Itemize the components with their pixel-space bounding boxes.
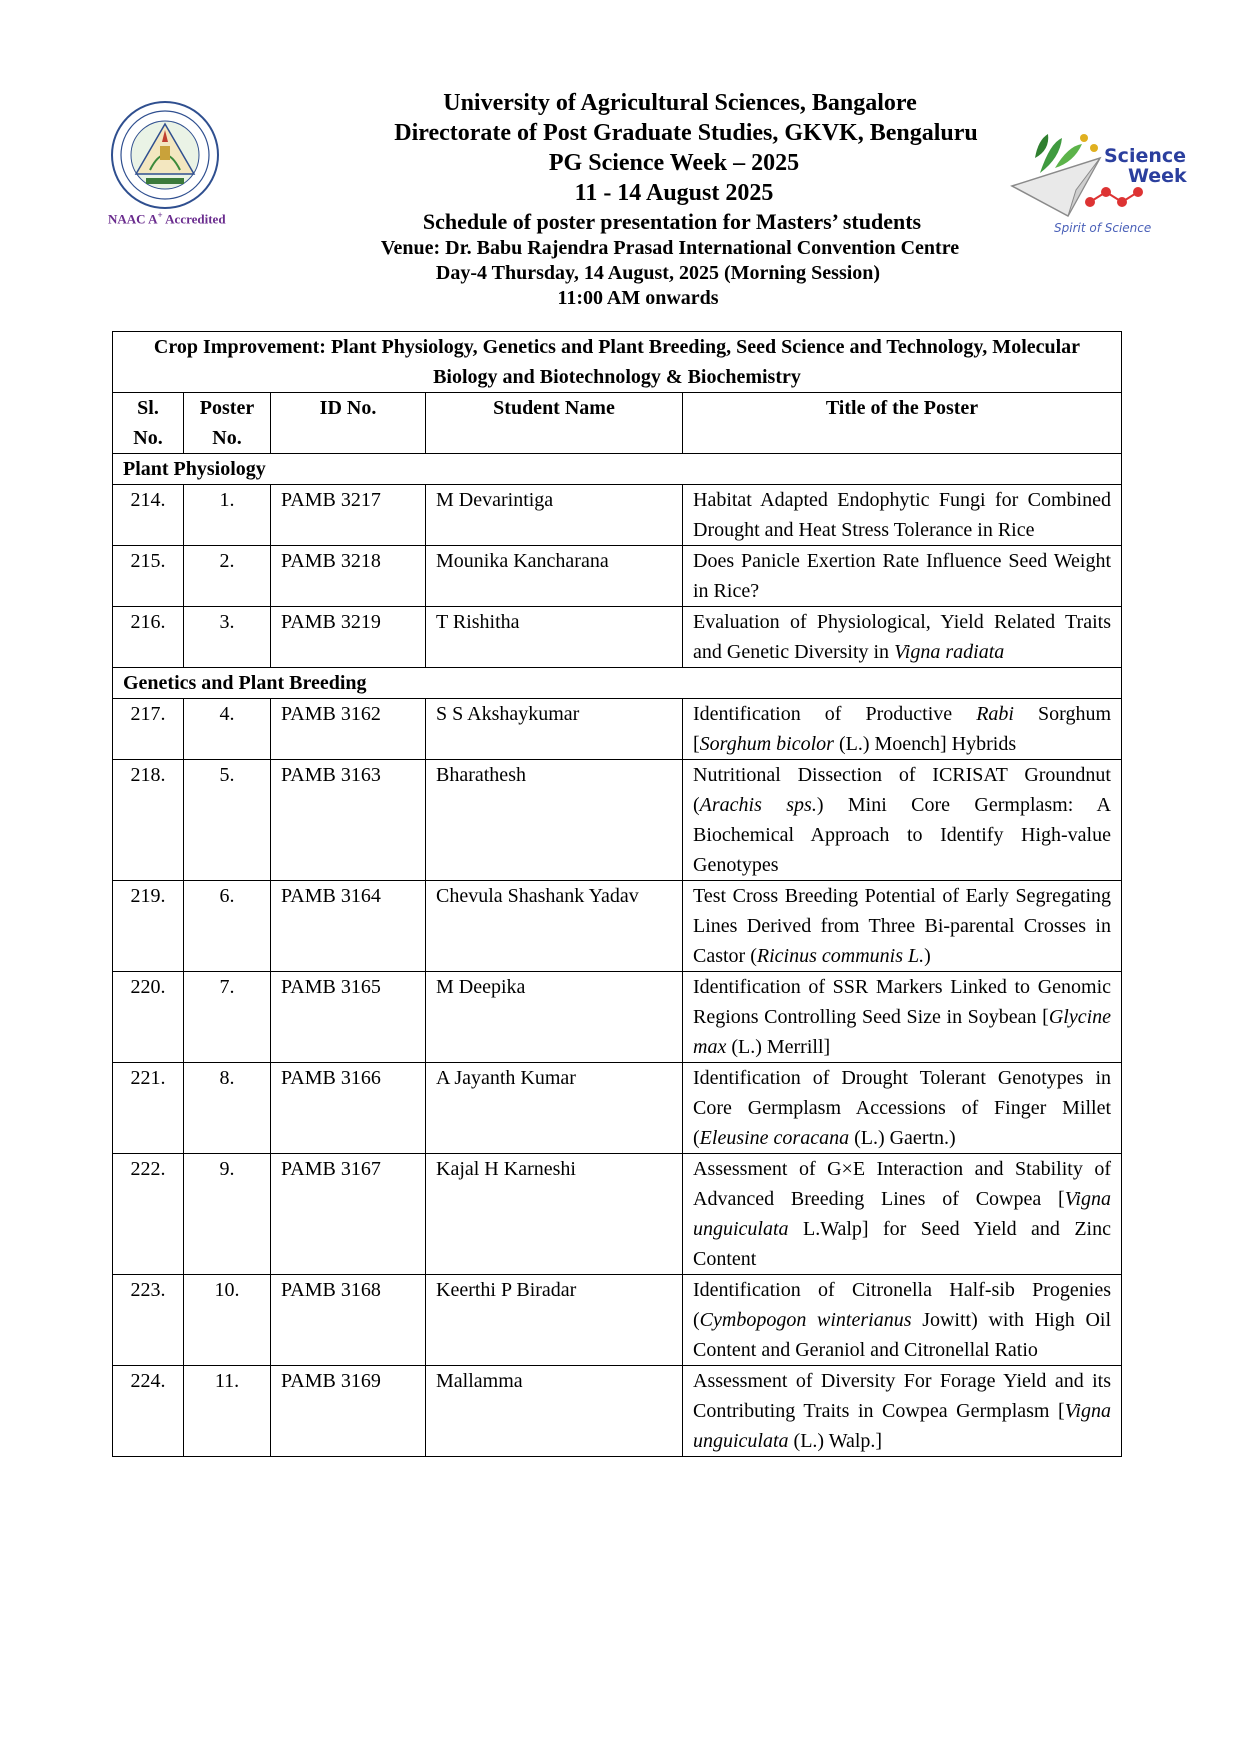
poster-title: Does Panicle Exertion Rate Influence Seed Weight in Rice? (683, 546, 1122, 607)
col-id-no: ID No. (271, 393, 426, 454)
id-no: PAMB 3163 (271, 760, 426, 881)
id-no: PAMB 3166 (271, 1063, 426, 1154)
sl-no: 222. (113, 1154, 184, 1275)
poster-no: 3. (184, 607, 271, 668)
id-no: PAMB 3168 (271, 1275, 426, 1366)
table-row (113, 1366, 1122, 1457)
poster-title: Assessment of G×E Interaction and Stability of Advanced Breeding Lines of Cowpea [Vigna unguiculata L.Walp] for Seed Yield and Zinc Content (683, 1154, 1122, 1275)
section-heading: Plant Physiology (113, 454, 1122, 485)
university-name: University of Agricultural Sciences, Bangalore (443, 90, 917, 116)
student-name: Keerthi P Biradar (426, 1275, 683, 1366)
sl-no: 219. (113, 881, 184, 972)
table-row (113, 760, 1122, 881)
university-seal-logo (110, 100, 220, 210)
id-no: PAMB 3217 (271, 485, 426, 546)
col-student-name: Student Name (426, 393, 683, 454)
sl-no: 217. (113, 699, 184, 760)
student-name: M Deepika (426, 972, 683, 1063)
venue: Venue: Dr. Babu Rajendra Prasad International Convention Centre (380, 237, 960, 259)
table-row (113, 485, 1122, 546)
week-word: Week (1128, 165, 1187, 187)
naac-accreditation-label: NAAC A+ Accredited (108, 210, 226, 227)
poster-no: 5. (184, 760, 271, 881)
directorate-name: Directorate of Post Graduate Studies, GKVK, Bengaluru (394, 120, 978, 146)
col-poster-title: Title of the Poster (683, 393, 1122, 454)
sl-no: 214. (113, 485, 184, 546)
id-no: PAMB 3219 (271, 607, 426, 668)
id-no: PAMB 3167 (271, 1154, 426, 1275)
col-poster-no: Poster No. (184, 393, 271, 454)
poster-title: Nutritional Dissection of ICRISAT Groundnut (Arachis sps.) Mini Core Germplasm: A Biochemical Approach to Identify High-value Genotypes (683, 760, 1122, 881)
poster-no: 11. (184, 1366, 271, 1457)
table-row (113, 1063, 1122, 1154)
sl-no: 221. (113, 1063, 184, 1154)
sl-no: 224. (113, 1366, 184, 1457)
table-row (113, 607, 1122, 668)
student-name: Chevula Shashank Yadav (426, 881, 683, 972)
student-name: S S Akshaykumar (426, 699, 683, 760)
table-row (113, 546, 1122, 607)
schedule-title: Schedule of poster presentation for Masters’ students (422, 209, 922, 234)
student-name: A Jayanth Kumar (426, 1063, 683, 1154)
poster-no: 2. (184, 546, 271, 607)
poster-no: 1. (184, 485, 271, 546)
id-no: PAMB 3164 (271, 881, 426, 972)
student-name: T Rishitha (426, 607, 683, 668)
table-caption: Crop Improvement: Plant Physiology, Genetics and Plant Breeding, Seed Science and Technology, Molecular Biology and Biotechnology & Biochemistry (113, 332, 1122, 393)
id-no: PAMB 3218 (271, 546, 426, 607)
col-sl-no: Sl. No. (113, 393, 184, 454)
table-header-row (113, 393, 1122, 454)
student-name: M Devarintiga (426, 485, 683, 546)
poster-title: Evaluation of Physiological, Yield Related Traits and Genetic Diversity in Vigna radiata (683, 607, 1122, 668)
poster-no: 4. (184, 699, 271, 760)
id-no: PAMB 3162 (271, 699, 426, 760)
student-name: Mallamma (426, 1366, 683, 1457)
session-day: Day-4 Thursday, 14 August, 2025 (Morning Session) (435, 262, 881, 284)
poster-title: Identification of Productive Rabi Sorghum [Sorghum bicolor (L.) Moench] Hybrids (683, 699, 1122, 760)
tagline: Spirit of Science (1054, 221, 1152, 235)
poster-title: Identification of Citronella Half-sib Progenies (Cymbopogon winterianus Jowitt) with High Oil Content and Geraniol and Citronellal Ratio (683, 1275, 1122, 1366)
poster-title: Assessment of Diversity For Forage Yield and its Contributing Traits in Cowpea Germplasm [Vigna unguiculata (L.) Walp.] (683, 1366, 1122, 1457)
id-no: PAMB 3169 (271, 1366, 426, 1457)
poster-title: Identification of SSR Markers Linked to Genomic Regions Controlling Seed Size in Soybean [Glycine max (L.) Merrill] (683, 972, 1122, 1063)
table-row (113, 1154, 1122, 1275)
student-name: Bharathesh (426, 760, 683, 881)
poster-no: 9. (184, 1154, 271, 1275)
session-time: 11:00 AM onwards (557, 287, 719, 309)
sl-no: 218. (113, 760, 184, 881)
sl-no: 216. (113, 607, 184, 668)
poster-title: Test Cross Breeding Potential of Early Segregating Lines Derived from Three Bi-parental Crosses in Castor (Ricinus communis L.) (683, 881, 1122, 972)
section-heading: Genetics and Plant Breeding (113, 668, 1122, 699)
poster-title: Identification of Drought Tolerant Genotypes in Core Germplasm Accessions of Finger Millet (Eleusine coracana (L.) Gaertn.) (683, 1063, 1122, 1154)
poster-no: 7. (184, 972, 271, 1063)
poster-title: Habitat Adapted Endophytic Fungi for Combined Drought and Heat Stress Tolerance in Rice (683, 485, 1122, 546)
sl-no: 215. (113, 546, 184, 607)
poster-schedule-table (112, 331, 1122, 1457)
poster-no: 10. (184, 1275, 271, 1366)
id-no: PAMB 3165 (271, 972, 426, 1063)
table-row (113, 699, 1122, 760)
event-name: PG Science Week – 2025 (548, 150, 800, 176)
event-dates: 11 - 14 August 2025 (574, 180, 774, 206)
science-word: Science (1104, 145, 1187, 167)
table-row (113, 1275, 1122, 1366)
document-header (240, 88, 1120, 311)
student-name: Mounika Kancharana (426, 546, 683, 607)
student-name: Kajal H Karneshi (426, 1154, 683, 1275)
table-row (113, 881, 1122, 972)
poster-no: 6. (184, 881, 271, 972)
sl-no: 223. (113, 1275, 184, 1366)
sl-no: 220. (113, 972, 184, 1063)
poster-no: 8. (184, 1063, 271, 1154)
table-row (113, 972, 1122, 1063)
